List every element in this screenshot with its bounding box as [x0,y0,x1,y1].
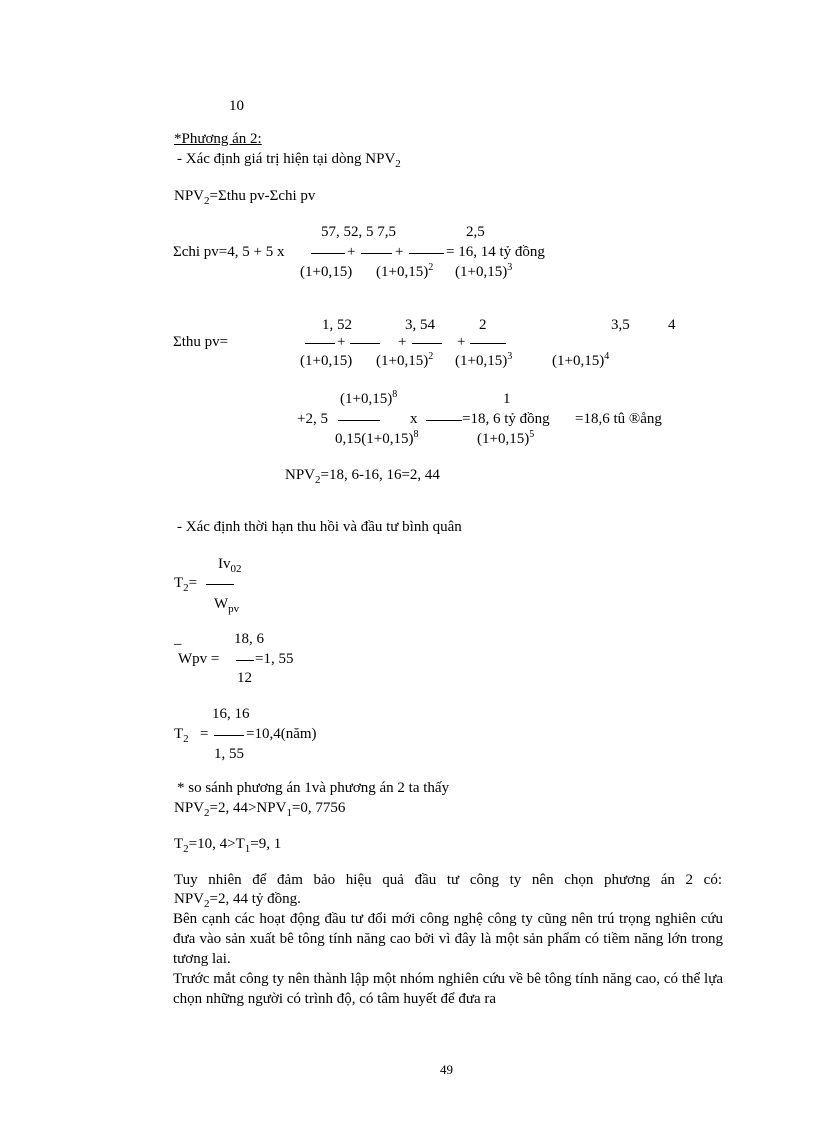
comparison-t-lhs: T [174,836,184,852]
t2-formula-den-base: W [214,596,229,612]
thu-pv-numerator-1: 1, 52 [322,317,352,333]
thu-pv-numerator-5: 4 [668,317,676,333]
chi-pv-denominator-2 [376,262,434,280]
thu-pv-den2-base: (1+0,15) [376,353,429,369]
chi-pv-plus-2: + [395,244,404,260]
thu-pv-denominator-1: (1+0,15) [300,353,353,369]
thu-pv-line2-denominator-b [477,429,535,447]
thu-pv-numerator-2: 3, 54 [405,317,435,333]
thu-pv-denominator-4 [552,351,610,369]
chi-pv-den2-exp: 2 [428,262,434,273]
npv-formula-rhs: =Σthu pv-Σchi pv [209,188,316,204]
plan2-heading: *Phương án 2: [174,131,262,147]
chi-pv-fraction-bar-3 [409,253,444,254]
comparison-t [174,836,282,855]
thu-pv-fraction-bar-1 [305,343,335,344]
npv-section-title-text: - Xác định giá trị hiện tại dòng NPV [177,151,396,167]
comparison-t-mid-sub: 1 [244,843,251,855]
thu-pv-lead: Σthu pv= [173,334,229,350]
thu-pv-line2-x: x [410,411,418,427]
comparison-npv [174,800,346,819]
thu-pv-den3-exp: 3 [507,351,513,362]
npv-formula-lhs: NPV [174,188,205,204]
t2-formula-lhs-sub: 2 [183,582,189,594]
t2-formula-lhs [174,575,198,594]
chi-pv-den2-base: (1+0,15) [376,264,429,280]
npv2-result-lhs: NPV [285,467,316,483]
thu-pv-line2-lead: +2, 5 [297,411,328,427]
chi-pv-result: = 16, 14 tỷ đồng [446,244,545,260]
thu-pv-line2-den-a-exp: 8 [413,429,419,440]
npv-formula-sub: 2 [204,195,210,207]
t2-formula-num-sub: 02 [230,563,242,575]
thu-pv-fraction-bar-4 [470,343,506,344]
npv2-result-sub: 2 [315,474,321,486]
thu-pv-den4-exp: 4 [604,351,610,362]
wpv-denominator: 12 [237,670,252,686]
thu-pv-den4-base: (1+0,15) [552,353,605,369]
chi-pv-plus-1: + [347,244,356,260]
thu-pv-line2-fraction-bar-a [338,420,380,421]
conclusion-line-1: Tuy nhiên để đảm bảo hiệu quả đầu tư công ty nên chọn phương án 2 có: [174,872,722,888]
thu-pv-line2-fraction-bar-b [426,420,462,421]
thu-pv-plus-3: + [457,334,466,350]
chi-pv-fraction-bar-1 [311,253,345,254]
comparison-npv-mid-sub: 1 [286,807,292,819]
wpv-lhs: Wpv = [178,651,220,667]
conclusion-paragraph-3: Trước mắt công ty nên thành lập một nhóm nghiên cứu về bê tông tính năng cao, có thể lựa chọn những người có trình độ, có tâm huyết để đưa ra [173,971,723,1007]
thu-pv-line2-den-b-exp: 5 [529,429,535,440]
t2-formula-num-base: Iv [218,556,231,572]
conclusion-line2-lhs: NPV [174,891,205,907]
wpv-numerator: 18, 6 [234,631,264,647]
thu-pv-line2-numerator-a [340,389,398,407]
thu-pv-line2-denominator-a [335,429,419,447]
thu-pv-denominator-2 [376,351,434,369]
chi-pv-lead: Σchi pv=4, 5 + 5 x [173,244,285,260]
conclusion-line-2 [174,891,301,910]
t2-calc-eq: = [200,726,209,742]
thu-pv-plus-1: + [337,334,346,350]
wpv-result: =1, 55 [255,651,294,667]
thu-pv-line2-num-a-exp: 8 [392,389,398,400]
t2-formula-lhs-base: T [174,575,184,591]
thu-pv-line2-den-a-base: 0,15(1+0,15) [335,431,414,447]
thu-pv-den2-exp: 2 [428,351,434,362]
comparison-t-end: =9, 1 [250,836,282,852]
npv-formula [174,188,316,207]
thu-pv-line2-result-2: =18,6 tû ®ång [575,411,662,427]
t2-formula-den-sub: pv [228,603,240,615]
comparison-t-lhs-sub: 2 [183,843,189,855]
chi-pv-fraction-bar-2 [361,253,392,254]
t2-calc-lhs-base: T [174,726,184,742]
comparison-heading: * so sánh phương án 1và phương án 2 ta thấy [177,780,450,796]
t2-calc-lhs [174,726,189,745]
t2-calc-result: =10,4(năm) [246,726,317,742]
chi-pv-denominator-1: (1+0,15) [300,264,353,280]
conclusion-line2-sub: 2 [204,898,210,910]
npv2-result [285,467,440,486]
conclusion-line2-rhs: =2, 44 tỷ đồng. [209,891,301,907]
thu-pv-line2-numerator-b: 1 [503,391,511,407]
thu-pv-numerator-3: 2 [479,317,487,333]
comparison-npv-end: =0, 7756 [291,800,346,816]
npv2-result-rhs: =18, 6-16, 16=2, 44 [320,467,440,483]
thu-pv-fraction-bar-3 [412,343,442,344]
thu-pv-line2-result: =18, 6 tỷ đồng [462,411,550,427]
chi-pv-denominator-3 [455,262,513,280]
top-number: 10 [229,98,244,114]
t2-calc-lhs-sub: 2 [183,733,189,745]
chi-pv-numerators: 57, 52, 5 7,5 [321,224,396,240]
thu-pv-fraction-bar-2 [350,343,380,344]
t2-calc-numerator: 16, 16 [212,706,250,722]
t2-calc-fraction-bar [214,735,244,736]
npv-section-title [177,151,401,170]
npv-section-title-sub: 2 [395,158,401,170]
comparison-npv-lhs: NPV [174,800,205,816]
chi-pv-den3-exp: 3 [507,262,513,273]
comparison-npv-lhs-sub: 2 [204,807,210,819]
wpv-fraction-bar [236,660,254,661]
thu-pv-den3-base: (1+0,15) [455,353,508,369]
conclusion-paragraph-2: Bên cạnh các hoạt động đầu tư đổi mới công nghệ công ty cũng nên trú trọng nghiên cứu đưa vào sản xuất bê tông tính năng cao bởi vì đây là một sản phẩm có tiềm năng lớn trong tương lai. [173,911,723,967]
chi-pv-den3-base: (1+0,15) [455,264,508,280]
t2-formula-eq: = [188,575,198,591]
thu-pv-line2-den-b-base: (1+0,15) [477,431,530,447]
payback-heading: - Xác định thời hạn thu hồi và đầu tư bình quân [177,519,462,535]
t2-calc-denominator: 1, 55 [214,746,244,762]
chi-pv-numerator-3: 2,5 [466,224,485,240]
thu-pv-denominator-3 [455,351,513,369]
t2-formula-denominator [214,596,240,615]
thu-pv-line2-num-a-base: (1+0,15) [340,391,393,407]
t2-formula-fraction-bar [206,584,234,585]
comparison-t-mid: =10, 4>T [188,836,245,852]
wpv-bar: _ [174,631,182,647]
page-number: 49 [440,1062,453,1077]
thu-pv-numerator-4: 3,5 [611,317,630,333]
thu-pv-plus-2: + [398,334,407,350]
t2-formula-numerator [218,556,242,575]
comparison-npv-mid: =2, 44>NPV [209,800,287,816]
